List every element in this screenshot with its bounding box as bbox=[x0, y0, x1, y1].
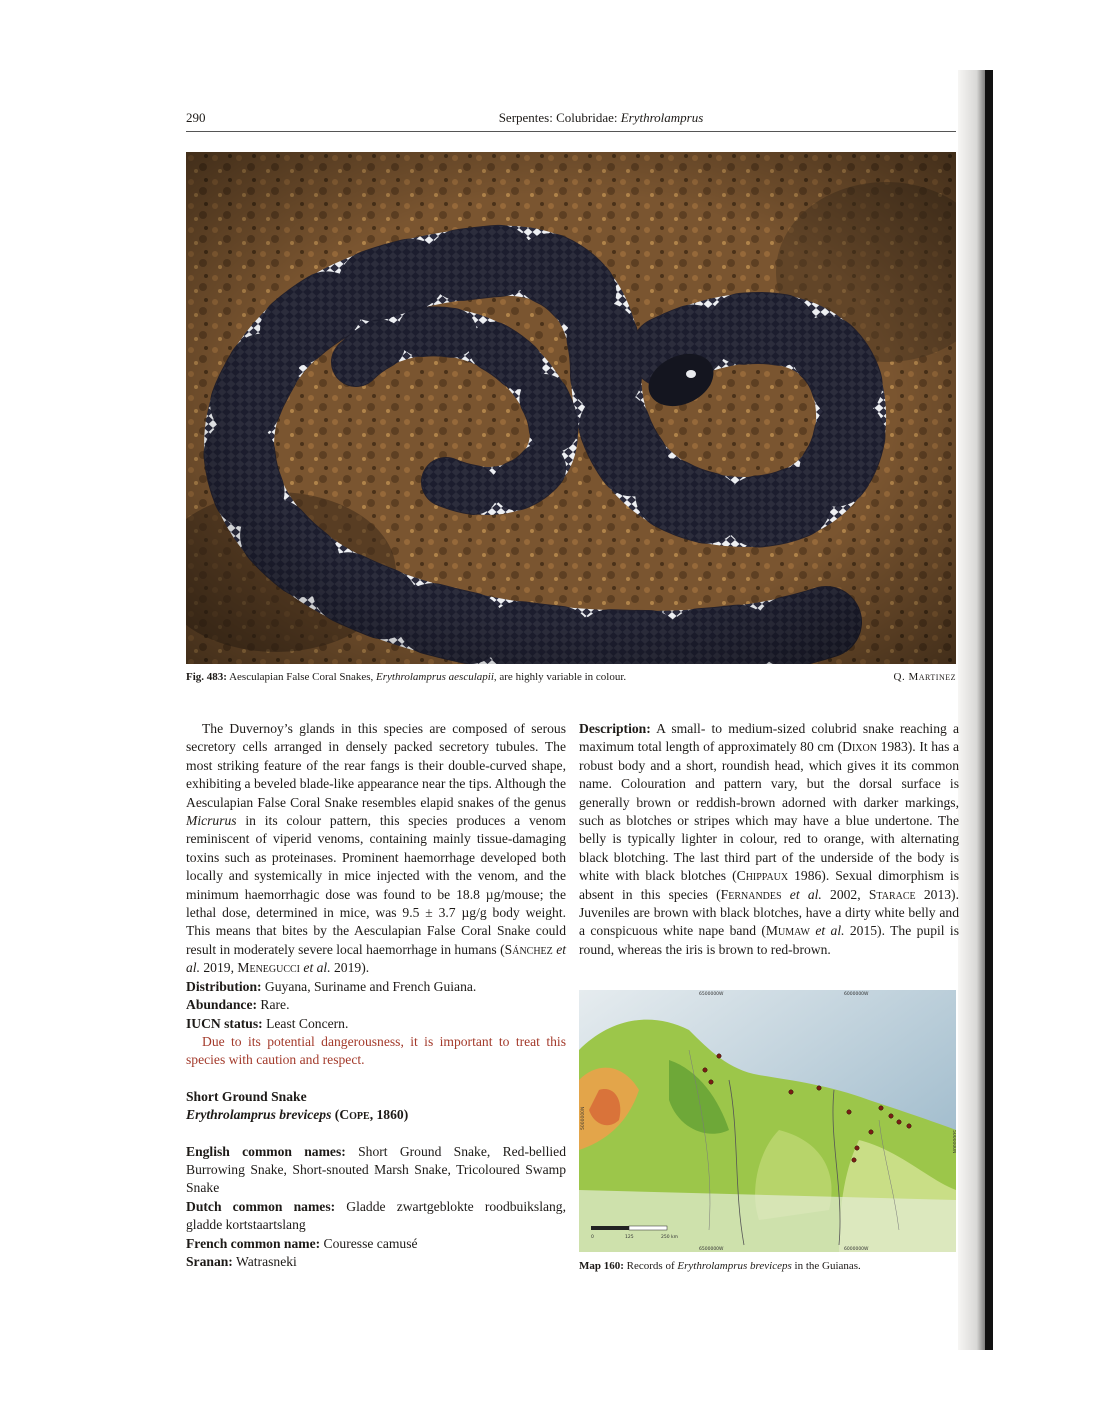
safety-warning: Due to its potential dangerousness, it is important to treat this species with caution and respect. bbox=[186, 1033, 566, 1068]
header-rule bbox=[186, 131, 956, 132]
map-right-label: 5000000N bbox=[951, 1130, 956, 1154]
page-number: 290 bbox=[186, 110, 206, 125]
photo-credit: Q. Martinez bbox=[893, 671, 956, 683]
species-heading: Short Ground Snake bbox=[186, 1088, 307, 1104]
snake-photograph bbox=[186, 152, 956, 664]
abundance-line: Abundance: Rare. bbox=[186, 997, 290, 1013]
svg-text:125: 125 bbox=[625, 1235, 634, 1240]
description-paragraph: Description: A small- to medium-sized colubrid snake reaching a maximum total length of approximately 80 cm (Dixon 1983). It has a robust body and a short, roundish head, which gives it its common name. Colouration and pattern vary, but the dorsal surface is generally brown or reddish-brown adorned with darker markings, such as blotches or stripes which may have a blue undertone. The belly is typically lighter in colour, red to orange, with alternating black blotching. The last third part of the underside of the body is white with black blotches (Chippaux 1986). Sexual dimorphism is absent in this species (Fernandes et al. 2002, Starace 2013). Juveniles are brown with black blotches, have a dirty white belly and a conspicuous white nape band (Mumaw et al. 2015). The pupil is round, whereas the iris is brown to red-brown. bbox=[579, 721, 960, 957]
right-column bbox=[579, 720, 959, 959]
map-left-label: 5000000N bbox=[581, 1106, 586, 1130]
distribution-map bbox=[579, 990, 956, 1252]
book-binding-shadow bbox=[985, 70, 993, 1350]
french-common-name: French common name: Couresse camusé bbox=[186, 1235, 418, 1251]
distribution-line: Distribution: Guyana, Suriname and French Guiana. bbox=[186, 978, 477, 994]
running-head-genus: Erythrolamprus bbox=[620, 110, 704, 125]
map-top-label-2: 6000000W bbox=[844, 992, 869, 997]
running-head: Serpentes: Colubridae: Erythrolamprus bbox=[498, 110, 704, 125]
english-common-names: English common names: Short Ground Snake, Red-bellied Burrowing Snake, Short-snouted Marsh Snake, Tricoloured Swamp Snake bbox=[186, 1143, 566, 1196]
svg-text:250 km: 250 km bbox=[661, 1235, 679, 1240]
left-column bbox=[186, 720, 566, 1271]
figure-caption: Fig. 483: Aesculapian False Coral Snakes, Erythrolamprus aesculapii, are highly variable in colour. Q. Martinez bbox=[186, 671, 956, 683]
map-bottom-label-2: 6000000W bbox=[844, 1247, 869, 1252]
figure-species: Erythrolamprus aesculapii bbox=[376, 671, 494, 683]
species-scientific-name: Erythrolamprus breviceps (Cope, 1860) bbox=[186, 1107, 409, 1123]
iucn-status-line: IUCN status: Least Concern. bbox=[186, 1015, 349, 1031]
venom-paragraph: The Duvernoy’s glands in this species are composed of serous secretory cells arranged in densely packed secretory tubules. The most striking feature of the rear fangs is their double-curved shape, exhibiting a beveled blade-like appearance near the tips. Although the Aesculapian False Coral Snake resembles elapid snakes of the genus Micrurus in its colour pattern, this species produces a venom reminiscent of viperid venoms, containing mainly tissue-damaging toxins such as proteinases. Prominent haemorrhage developed both locally and systemically in mice injected with the venom, and the minimum haemorrhagic dose was found to be 18.8 µg/mouse; the lethal dose, determined in mice, was 9.5 ± 3.7 µg/g body weight. This means that bites by the Aesculapian False Coral Snake could result in moderately severe local haemorrhage in humans (Sánchez et al. 2019, Menegucci et al. 2019). bbox=[186, 721, 566, 976]
page-header bbox=[186, 110, 958, 130]
map-top-label-1: 6500000W bbox=[699, 992, 724, 997]
sranan-name: Sranan: Watrasneki bbox=[186, 1253, 297, 1269]
map-bottom-label-1: 6500000W bbox=[699, 1247, 724, 1252]
svg-text:0: 0 bbox=[591, 1235, 594, 1240]
dutch-common-names: Dutch common names: Gladde zwartgeblokte roodbuikslang, gladde kortstaartslang bbox=[186, 1198, 567, 1233]
map-caption: Map 160: Records of Erythrolamprus breviceps in the Guianas. bbox=[579, 1260, 861, 1272]
figure-label: Fig. 483: bbox=[186, 671, 227, 683]
